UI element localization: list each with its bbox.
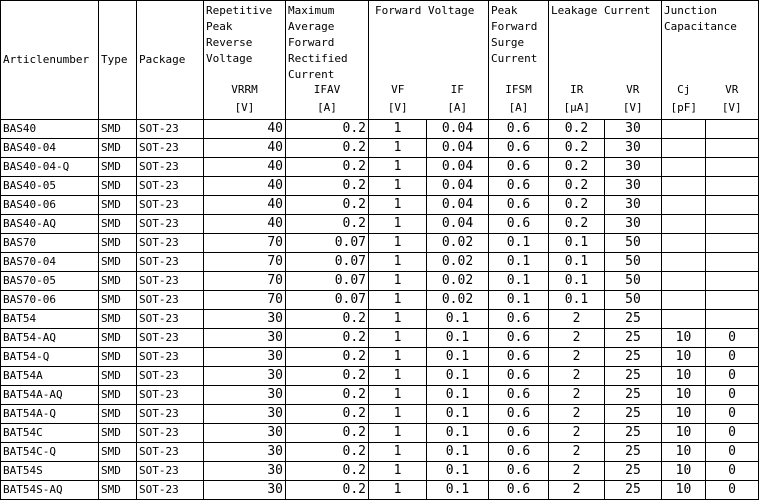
cell-if: 0.1 <box>427 348 489 367</box>
ifsm-title: Peak Forward Surge Current <box>491 4 538 65</box>
cell-package: SOT-23 <box>137 329 204 348</box>
cell-type: SMD <box>99 272 137 291</box>
cell-ir: 2 <box>549 367 605 386</box>
table-row <box>1 386 759 405</box>
cell-if: 0.02 <box>427 291 489 310</box>
cell-ifav: 0.2 <box>286 310 369 329</box>
cell-articlenumber: BAT54 <box>1 310 99 329</box>
cell-articlenumber: BAT54S <box>1 462 99 481</box>
cell-vr: 30 <box>605 139 662 158</box>
cell-vr2 <box>706 272 759 291</box>
cell-type: SMD <box>99 291 137 310</box>
cell-vr: 25 <box>605 462 662 481</box>
cell-vrrm: 30 <box>204 424 286 443</box>
if-symbol: IF [A] <box>447 83 468 114</box>
cell-cj: 10 <box>662 405 706 424</box>
cell-package: SOT-23 <box>137 177 204 196</box>
cell-vf: 1 <box>369 462 427 481</box>
cell-type: SMD <box>99 405 137 424</box>
cell-vr: 25 <box>605 481 662 500</box>
cell-package: SOT-23 <box>137 481 204 500</box>
vf-symbol: VF [V] <box>387 83 408 114</box>
cell-vf: 1 <box>369 481 427 500</box>
cell-vf: 1 <box>369 405 427 424</box>
cell-vr2: 0 <box>706 405 759 424</box>
cell-ifav: 0.2 <box>286 158 369 177</box>
cell-ir: 2 <box>549 310 605 329</box>
header-ifav <box>286 1 369 120</box>
cell-ifav: 0.2 <box>286 139 369 158</box>
header-type: Type <box>99 1 137 120</box>
cell-vf: 1 <box>369 329 427 348</box>
cell-vr2: 0 <box>706 481 759 500</box>
forward-voltage-title: Forward Voltage <box>375 4 475 17</box>
table-row <box>1 177 759 196</box>
cell-vrrm: 40 <box>204 196 286 215</box>
cell-package: SOT-23 <box>137 291 204 310</box>
header-row <box>1 1 759 120</box>
ifav-symbol: IFAV [A] <box>313 83 341 114</box>
cell-ifsm: 0.6 <box>489 367 549 386</box>
cell-ifsm: 0.6 <box>489 139 549 158</box>
table-row <box>1 196 759 215</box>
cell-if: 0.04 <box>427 139 489 158</box>
cell-vr: 30 <box>605 120 662 139</box>
cell-vr2: 0 <box>706 424 759 443</box>
cell-type: SMD <box>99 329 137 348</box>
cell-vrrm: 30 <box>204 405 286 424</box>
cell-cj <box>662 158 706 177</box>
cell-if: 0.1 <box>427 405 489 424</box>
header-vr <box>605 1 662 120</box>
cell-ifav: 0.2 <box>286 462 369 481</box>
cell-type: SMD <box>99 253 137 272</box>
cell-type: SMD <box>99 462 137 481</box>
cell-articlenumber: BAS70-06 <box>1 291 99 310</box>
cell-vf: 1 <box>369 443 427 462</box>
cell-type: SMD <box>99 310 137 329</box>
cell-vr2 <box>706 310 759 329</box>
cell-ir: 0.1 <box>549 272 605 291</box>
cell-type: SMD <box>99 386 137 405</box>
vrrm-symbol: VRRM [V] <box>231 83 258 114</box>
cell-articlenumber: BAS40-04-Q <box>1 158 99 177</box>
cell-vf: 1 <box>369 215 427 234</box>
ifav-title: Maximum Average Forward Rectified Current <box>288 4 348 81</box>
cell-vrrm: 40 <box>204 139 286 158</box>
cell-ir: 2 <box>549 348 605 367</box>
cell-ifsm: 0.6 <box>489 196 549 215</box>
cell-cj <box>662 310 706 329</box>
cell-ifav: 0.2 <box>286 386 369 405</box>
cell-ifsm: 0.1 <box>489 291 549 310</box>
cell-ifsm: 0.6 <box>489 120 549 139</box>
cell-ifsm: 0.6 <box>489 329 549 348</box>
cell-cj: 10 <box>662 348 706 367</box>
table-row <box>1 158 759 177</box>
cell-ir: 2 <box>549 462 605 481</box>
cell-ir: 0.2 <box>549 120 605 139</box>
cell-if: 0.04 <box>427 158 489 177</box>
table-row <box>1 329 759 348</box>
cell-package: SOT-23 <box>137 139 204 158</box>
cell-articlenumber: BAS40-06 <box>1 196 99 215</box>
cell-ir: 2 <box>549 386 605 405</box>
vr2-symbol: VR [V] <box>721 83 742 114</box>
cell-cj <box>662 234 706 253</box>
cell-cj: 10 <box>662 481 706 500</box>
table-row <box>1 443 759 462</box>
cell-ifsm: 0.6 <box>489 158 549 177</box>
cell-vrrm: 40 <box>204 215 286 234</box>
cell-ifav: 0.2 <box>286 120 369 139</box>
cell-cj: 10 <box>662 329 706 348</box>
cell-cj <box>662 253 706 272</box>
cell-articlenumber: BAS40 <box>1 120 99 139</box>
cell-cj: 10 <box>662 462 706 481</box>
cell-package: SOT-23 <box>137 405 204 424</box>
cell-vr2: 0 <box>706 462 759 481</box>
header-package: Package <box>137 1 204 120</box>
cell-ifav: 0.2 <box>286 424 369 443</box>
cell-vrrm: 40 <box>204 120 286 139</box>
cell-ir: 0.2 <box>549 196 605 215</box>
cell-ifav: 0.2 <box>286 443 369 462</box>
cell-package: SOT-23 <box>137 234 204 253</box>
cell-vf: 1 <box>369 386 427 405</box>
cell-vf: 1 <box>369 310 427 329</box>
cell-articlenumber: BAT54A-Q <box>1 405 99 424</box>
cell-ir: 2 <box>549 329 605 348</box>
cell-cj: 10 <box>662 386 706 405</box>
cell-if: 0.1 <box>427 462 489 481</box>
cell-vr2 <box>706 120 759 139</box>
table-row <box>1 367 759 386</box>
cell-cj: 10 <box>662 424 706 443</box>
cell-ifav: 0.2 <box>286 215 369 234</box>
cell-package: SOT-23 <box>137 158 204 177</box>
cell-ifsm: 0.6 <box>489 481 549 500</box>
cell-vrrm: 30 <box>204 481 286 500</box>
vr-symbol: VR [V] <box>622 83 643 114</box>
cell-articlenumber: BAT54C-Q <box>1 443 99 462</box>
cell-type: SMD <box>99 424 137 443</box>
cell-vf: 1 <box>369 348 427 367</box>
cell-cj <box>662 196 706 215</box>
table-row <box>1 272 759 291</box>
cell-package: SOT-23 <box>137 462 204 481</box>
cell-articlenumber: BAS70 <box>1 234 99 253</box>
header-ifsm <box>489 1 549 120</box>
cell-vf: 1 <box>369 196 427 215</box>
cell-vr: 30 <box>605 196 662 215</box>
cell-vf: 1 <box>369 139 427 158</box>
table-row <box>1 215 759 234</box>
cell-ifav: 0.2 <box>286 405 369 424</box>
cell-if: 0.02 <box>427 253 489 272</box>
cell-vr: 30 <box>605 215 662 234</box>
cell-vrrm: 30 <box>204 329 286 348</box>
cell-vr: 25 <box>605 348 662 367</box>
cell-vf: 1 <box>369 253 427 272</box>
cell-if: 0.04 <box>427 196 489 215</box>
cell-ifav: 0.07 <box>286 291 369 310</box>
cell-articlenumber: BAT54A-AQ <box>1 386 99 405</box>
cell-cj <box>662 291 706 310</box>
cell-vrrm: 40 <box>204 177 286 196</box>
cell-articlenumber: BAT54S-AQ <box>1 481 99 500</box>
cell-cj <box>662 177 706 196</box>
cell-if: 0.1 <box>427 481 489 500</box>
cell-vr2 <box>706 253 759 272</box>
table-row <box>1 462 759 481</box>
cell-vr2 <box>706 234 759 253</box>
cell-articlenumber: BAT54-AQ <box>1 329 99 348</box>
table-row <box>1 424 759 443</box>
table-row <box>1 310 759 329</box>
cell-package: SOT-23 <box>137 215 204 234</box>
cell-vr2 <box>706 291 759 310</box>
vrrm-title: Repetitive Peak Reverse Voltage <box>206 4 273 65</box>
cell-vr: 25 <box>605 310 662 329</box>
cell-ifsm: 0.6 <box>489 348 549 367</box>
cell-ifsm: 0.6 <box>489 405 549 424</box>
cell-ir: 2 <box>549 481 605 500</box>
cell-vr: 50 <box>605 291 662 310</box>
cell-ir: 2 <box>549 443 605 462</box>
cell-package: SOT-23 <box>137 253 204 272</box>
cell-vrrm: 70 <box>204 253 286 272</box>
cell-package: SOT-23 <box>137 120 204 139</box>
cell-cj <box>662 215 706 234</box>
cell-ifav: 0.2 <box>286 329 369 348</box>
cell-vr: 50 <box>605 234 662 253</box>
header-vr2 <box>706 1 759 120</box>
cell-vr2 <box>706 139 759 158</box>
cell-ir: 2 <box>549 405 605 424</box>
header-articlenumber: Articlenumber <box>1 1 99 120</box>
cell-ifav: 0.2 <box>286 481 369 500</box>
cell-vr: 25 <box>605 443 662 462</box>
ir-symbol: IR [μA] <box>563 83 590 114</box>
cell-ifsm: 0.1 <box>489 272 549 291</box>
cell-package: SOT-23 <box>137 348 204 367</box>
cell-if: 0.1 <box>427 424 489 443</box>
table-row <box>1 481 759 500</box>
cell-vrrm: 40 <box>204 158 286 177</box>
cell-ifsm: 0.6 <box>489 386 549 405</box>
cell-vr2: 0 <box>706 348 759 367</box>
cell-type: SMD <box>99 158 137 177</box>
table-row <box>1 139 759 158</box>
cell-if: 0.1 <box>427 310 489 329</box>
cell-ifsm: 0.6 <box>489 462 549 481</box>
cell-type: SMD <box>99 139 137 158</box>
cell-vr2 <box>706 177 759 196</box>
cell-vr2: 0 <box>706 367 759 386</box>
cell-if: 0.04 <box>427 215 489 234</box>
cell-vr: 25 <box>605 367 662 386</box>
cell-vrrm: 70 <box>204 272 286 291</box>
cell-vf: 1 <box>369 158 427 177</box>
cell-type: SMD <box>99 443 137 462</box>
cell-if: 0.02 <box>427 272 489 291</box>
cell-articlenumber: BAT54-Q <box>1 348 99 367</box>
cell-ifav: 0.2 <box>286 196 369 215</box>
header-vrrm <box>204 1 286 120</box>
cell-vr2 <box>706 215 759 234</box>
cell-type: SMD <box>99 196 137 215</box>
cell-package: SOT-23 <box>137 272 204 291</box>
cell-ifav: 0.2 <box>286 348 369 367</box>
cell-ir: 0.1 <box>549 291 605 310</box>
table-row <box>1 234 759 253</box>
cell-vrrm: 30 <box>204 462 286 481</box>
cell-articlenumber: BAS40-05 <box>1 177 99 196</box>
cell-if: 0.1 <box>427 329 489 348</box>
cell-package: SOT-23 <box>137 443 204 462</box>
cell-ifsm: 0.6 <box>489 310 549 329</box>
cell-package: SOT-23 <box>137 310 204 329</box>
cell-vr: 30 <box>605 177 662 196</box>
cell-ir: 0.2 <box>549 177 605 196</box>
table-row <box>1 120 759 139</box>
cell-vrrm: 30 <box>204 348 286 367</box>
cell-if: 0.02 <box>427 234 489 253</box>
cell-package: SOT-23 <box>137 367 204 386</box>
cell-ir: 2 <box>549 424 605 443</box>
table-row <box>1 253 759 272</box>
cell-ifav: 0.07 <box>286 272 369 291</box>
cell-package: SOT-23 <box>137 196 204 215</box>
cell-vrrm: 70 <box>204 234 286 253</box>
cell-type: SMD <box>99 177 137 196</box>
cell-vr: 50 <box>605 253 662 272</box>
cell-vrrm: 30 <box>204 310 286 329</box>
cell-ir: 0.1 <box>549 253 605 272</box>
cell-vf: 1 <box>369 272 427 291</box>
cell-vr2 <box>706 158 759 177</box>
cell-cj: 10 <box>662 367 706 386</box>
cell-vf: 1 <box>369 367 427 386</box>
junction-capacitance-title: Junction Capacitance <box>664 4 737 33</box>
cell-type: SMD <box>99 120 137 139</box>
table-row <box>1 291 759 310</box>
cell-type: SMD <box>99 367 137 386</box>
cell-type: SMD <box>99 215 137 234</box>
cell-vrrm: 30 <box>204 386 286 405</box>
cell-articlenumber: BAS70-05 <box>1 272 99 291</box>
cell-vr: 25 <box>605 424 662 443</box>
cell-vr2: 0 <box>706 443 759 462</box>
cell-package: SOT-23 <box>137 386 204 405</box>
cell-vf: 1 <box>369 424 427 443</box>
cell-ifsm: 0.6 <box>489 177 549 196</box>
cell-cj <box>662 120 706 139</box>
leakage-current-title: Leakage Current <box>551 4 651 17</box>
cell-vf: 1 <box>369 291 427 310</box>
cell-articlenumber: BAS40-AQ <box>1 215 99 234</box>
cell-ir: 0.1 <box>549 234 605 253</box>
cell-vr: 25 <box>605 405 662 424</box>
cell-ifsm: 0.6 <box>489 215 549 234</box>
cell-vr2: 0 <box>706 329 759 348</box>
cell-vr2 <box>706 196 759 215</box>
cell-if: 0.1 <box>427 443 489 462</box>
table-row <box>1 348 759 367</box>
cell-package: SOT-23 <box>137 424 204 443</box>
cell-vr2: 0 <box>706 386 759 405</box>
cell-vf: 1 <box>369 120 427 139</box>
cell-vrrm: 30 <box>204 443 286 462</box>
cell-vf: 1 <box>369 234 427 253</box>
cell-ifav: 0.2 <box>286 177 369 196</box>
cell-type: SMD <box>99 481 137 500</box>
cell-if: 0.1 <box>427 386 489 405</box>
cell-articlenumber: BAS70-04 <box>1 253 99 272</box>
cell-vr: 50 <box>605 272 662 291</box>
cell-articlenumber: BAT54A <box>1 367 99 386</box>
cell-vrrm: 70 <box>204 291 286 310</box>
table-row <box>1 405 759 424</box>
cell-vr: 30 <box>605 158 662 177</box>
cell-ifsm: 0.6 <box>489 443 549 462</box>
cell-vr: 25 <box>605 386 662 405</box>
cell-ifav: 0.07 <box>286 234 369 253</box>
cell-ifsm: 0.1 <box>489 253 549 272</box>
cell-ir: 0.2 <box>549 158 605 177</box>
cell-ifsm: 0.1 <box>489 234 549 253</box>
cell-cj <box>662 139 706 158</box>
cell-ifav: 0.07 <box>286 253 369 272</box>
cell-ifav: 0.2 <box>286 367 369 386</box>
cell-type: SMD <box>99 348 137 367</box>
cell-cj <box>662 272 706 291</box>
cell-vrrm: 30 <box>204 367 286 386</box>
cell-if: 0.1 <box>427 367 489 386</box>
cell-vf: 1 <box>369 177 427 196</box>
cell-cj: 10 <box>662 443 706 462</box>
cell-articlenumber: BAT54C <box>1 424 99 443</box>
cell-type: SMD <box>99 234 137 253</box>
ifsm-symbol: IFSM [A] <box>505 83 532 114</box>
header-if <box>427 1 489 120</box>
cell-ir: 0.2 <box>549 215 605 234</box>
cj-symbol: Cj [pF] <box>670 83 697 114</box>
cell-articlenumber: BAS40-04 <box>1 139 99 158</box>
cell-vr: 25 <box>605 329 662 348</box>
cell-ir: 0.2 <box>549 139 605 158</box>
cell-if: 0.04 <box>427 177 489 196</box>
cell-if: 0.04 <box>427 120 489 139</box>
cell-ifsm: 0.6 <box>489 424 549 443</box>
